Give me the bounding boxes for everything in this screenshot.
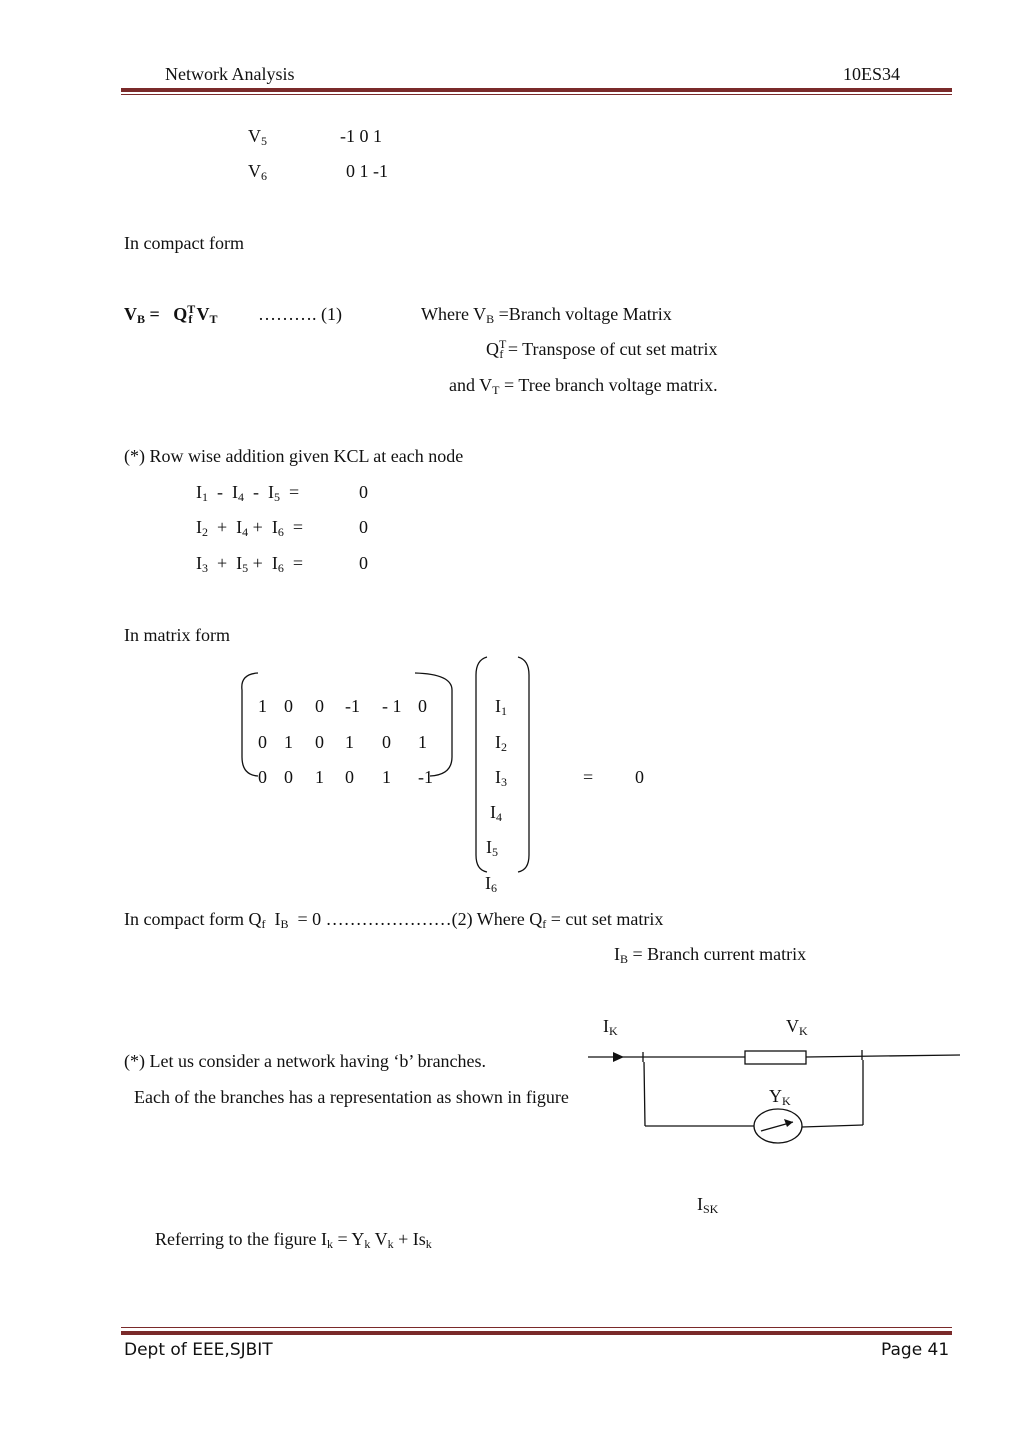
kcl-rhs-2: 0 [359,517,368,537]
header-title: Network Analysis [165,64,295,84]
footer-rule [121,1331,952,1335]
matrix-cell: 0 [258,732,267,752]
current-vector-entry: $I_2$ [495,732,507,754]
matrix-cell: 0 [418,696,427,716]
figure-label-vk: $V_K$ [786,1016,808,1038]
where-ib: $I_B$ = Branch current matrix [614,944,807,966]
header-code: 10ES34 [843,64,901,84]
matrix-cell: 0 [382,732,391,752]
where-vb: Where $V_B$ =Branch voltage Matrix [421,304,672,326]
kcl-equation-2: $I_2 + I_4 + I_6$ = [196,517,303,539]
matrix-cell: 1 [382,767,391,787]
final-equation: Referring to the figure $I_k = Y_k$ $V_k + Is_k$ [155,1229,432,1251]
matrix-cell: 0 [345,767,354,787]
current-vector-entry: $I_1$ [495,696,507,718]
figure-label-isk: $I_{SK}$ [697,1194,719,1216]
matrix-cell: 1 [315,767,324,787]
matrix-cell: - 1 [382,696,402,716]
matrix-cell: 1 [284,732,293,752]
matrix-cell: 1 [418,732,427,752]
kcl-rhs-1: 0 [359,482,368,502]
resistor-symbol [745,1051,806,1064]
kcl-equation-1: $I_1 - I_4 - I_5$ = [196,482,300,504]
matrix-cell: 0 [284,696,293,716]
matrix-cell: 0 [258,767,267,787]
branch-text-line-2: Each of the branches has a representation as shown in figure [134,1087,569,1107]
matrix-tail-values-v6: 0 1 -1 [346,161,388,181]
matrix-cell: 1 [258,696,267,716]
where-qtf: $Q^T_f$ = Transpose of cut set matrix [486,337,718,361]
current-direction-arrow [613,1052,624,1062]
circuit-wire-right [806,1055,960,1057]
current-vector-entry: $I_4$ [490,802,502,824]
matrix-tail-label-v6: $V_6$ [248,161,267,183]
source-branch-bottom-right [802,1125,863,1127]
equation-1-label: ………. (1) [258,304,342,324]
matrix-tail-values-v5: -1 0 1 [340,126,382,146]
figure-label-ik: $I_K$ [603,1016,618,1038]
matrix-cell: -1 [418,767,433,787]
matrix-form-heading: In matrix form [124,625,230,645]
matrix-cell: 0 [315,732,324,752]
matrix-cell: -1 [345,696,360,716]
equation-1: $V_B$ = $Q^T_f$ $V_T$ [124,302,218,326]
figure-label-yk: $Y_K$ [769,1086,791,1108]
matrix-cell: 0 [315,696,324,716]
matrix-equals: = [583,767,594,787]
matrix-cell: 1 [345,732,354,752]
kcl-rhs-3: 0 [359,553,368,573]
compact-form-heading: In compact form [124,233,244,253]
source-branch-left-wire [644,1062,645,1126]
footer-page-number: Page 41 [881,1340,950,1360]
current-vector-entry: $I_3$ [495,767,507,789]
current-vector-entry: $I_6$ [485,873,497,895]
current-source-arrow-head [784,1119,793,1127]
equation-2: In compact form $Q_f$ $I_B = 0$ …………………(2) Where $Q_f$ = cut set matrix [124,909,664,931]
where-vt: and $V_T$ = Tree branch voltage matrix. [449,375,718,397]
kcl-heading: (*) Row wise addition given KCL at each node [124,446,464,466]
footer-rule-thin [121,1327,952,1328]
branch-text-line-1: (*) Let us consider a network having ‘b’ branches. [124,1051,487,1071]
footer-department: Dept of EEE,SJBIT [124,1340,273,1360]
matrix-tail-label-v5: $V_5$ [248,126,267,148]
current-vector-entry: $I_5$ [486,837,498,859]
kcl-equation-3: $I_3 + I_5 + I_6$ = [196,553,303,575]
matrix-cell: 0 [284,767,293,787]
matrix-rhs-zero: 0 [635,767,644,787]
